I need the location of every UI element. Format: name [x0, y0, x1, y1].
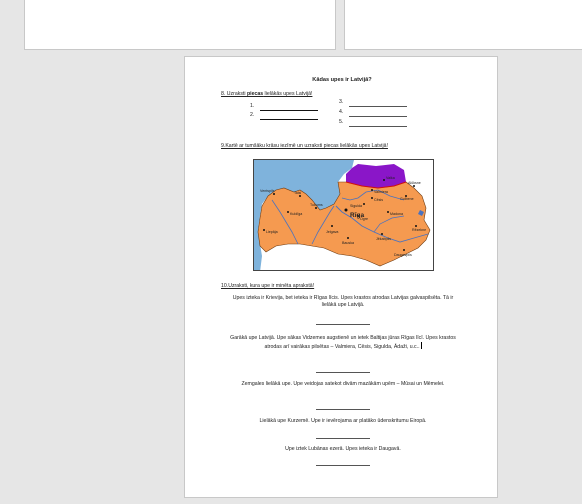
map-city-dot-aluksne	[413, 185, 415, 187]
previous-page-right	[344, 0, 582, 50]
answer-number-2: 2.	[250, 112, 255, 118]
map-label-liepaja: Liepāja	[266, 230, 278, 234]
map-label-rezekne: Rēzekne	[412, 228, 427, 232]
task9-heading: 9.Kartē ar tumšāku krāsu iezīmē un uzraksti piecas lielākās upes Latvijā!	[221, 143, 388, 149]
map-city-dot-valka	[383, 179, 385, 181]
map-city-dot-liepaja	[263, 229, 265, 231]
map-label-ogre: Ogre	[360, 217, 368, 221]
map-label-talsi: Talsi	[294, 191, 302, 195]
map-label-valka: Valka	[386, 176, 395, 180]
map-label-tukums: Tukums	[310, 203, 323, 207]
map-city-dot-tukums	[315, 207, 317, 209]
answer-line-5[interactable]	[349, 126, 407, 127]
map-label-gulbene: Gulbene	[400, 197, 414, 201]
map-city-dot-sigulda	[363, 203, 365, 205]
task10-heading: 10.Uzraksti, kura upe ir minēta aprakstā!	[221, 283, 315, 289]
answer-number-1: 1.	[250, 103, 255, 109]
description-2: Garākā upe Latvijā. Upe sākas Vidzemes augstienē un ietek Baltijas jūras Rīgas līcī. Upes krastos atrodas arī vairākas pilsētas – Valmiera, Cēsis, Sigulda, Ādaži, u.c..	[230, 335, 456, 351]
latvia-map-image	[254, 160, 434, 271]
map-label-bauska: Bauska	[342, 241, 354, 245]
map-city-dot-daugavpils	[403, 249, 405, 251]
answer-line-4[interactable]	[349, 116, 407, 117]
map-city-dot-rezekne	[415, 225, 417, 227]
description-1: Upes izteka ir Krievija, bet ieteka ir Rīgas līcis. Upes krastos atrodas Latvijas galvaspilsēta. Tā ir lielākā upe Latvijā.	[232, 295, 454, 309]
answer-number-3: 3.	[339, 99, 344, 105]
map-city-dot-jelgava	[331, 225, 333, 227]
description-answer-line-4[interactable]	[316, 438, 370, 439]
answer-number-4: 4.	[339, 109, 344, 115]
answer-number-5: 5.	[339, 119, 344, 125]
previous-page-left	[24, 0, 336, 50]
answer-line-1[interactable]	[260, 110, 318, 111]
description-answer-line-3[interactable]	[316, 409, 370, 410]
map-label-cesis: Cēsis	[374, 198, 383, 202]
page-title: Kādas upes ir Latvijā?	[312, 77, 372, 83]
description-answer-line-5[interactable]	[316, 465, 370, 466]
map-city-dot-ventspils	[273, 193, 275, 195]
map-label-kuldiga: Kuldīga	[290, 212, 303, 216]
map-city-dot-bauska	[347, 237, 349, 239]
map-city-dot-kuldiga	[287, 211, 289, 213]
task8-heading: 8. Uzraksti piecas lielākās upes Latvijā!	[221, 91, 313, 97]
map-label-madona: Madona	[390, 212, 403, 216]
text-cursor	[421, 342, 422, 349]
map-city-dot-cesis	[371, 197, 373, 199]
map-label-daugavpils: Daugavpils	[394, 253, 412, 257]
map-label-sigulda: Sigulda	[350, 204, 362, 208]
map-city-dot-talsi	[299, 195, 301, 197]
map-label-valmiera: Valmiera	[374, 190, 388, 194]
description-3: Zemgales lielākā upe. Upe veidojas satekot divām mazākām upēm – Mūsai un Mēmelei.	[241, 381, 445, 387]
map-label-jekabpils: Jēkabpils	[376, 237, 391, 241]
description-answer-line-1[interactable]	[316, 324, 370, 325]
map-label-riga: Rīga	[350, 212, 365, 219]
latvia-map[interactable]	[253, 159, 434, 271]
document-page[interactable]	[184, 56, 498, 498]
answer-line-3[interactable]	[349, 106, 407, 107]
map-label-aluksne: Alūksne	[408, 181, 421, 185]
map-city-dot-valmiera	[371, 189, 373, 191]
map-city-dot-madona	[387, 211, 389, 213]
description-answer-line-2[interactable]	[316, 372, 370, 373]
map-city-dot-jekabpils	[381, 233, 383, 235]
map-label-jelgava: Jelgava	[326, 230, 339, 234]
answer-line-2[interactable]	[260, 119, 318, 120]
description-5: Upe iztek Lubānas ezerā. Upes ieteka ir Daugavā.	[285, 446, 401, 452]
map-label-ventspils: Ventspils	[260, 189, 275, 193]
description-4: Lielākā upe Kurzemē. Upe ir ievērojama ar platāko ūdenskritumu Eiropā.	[259, 418, 427, 424]
map-city-dot-riga	[345, 209, 348, 212]
